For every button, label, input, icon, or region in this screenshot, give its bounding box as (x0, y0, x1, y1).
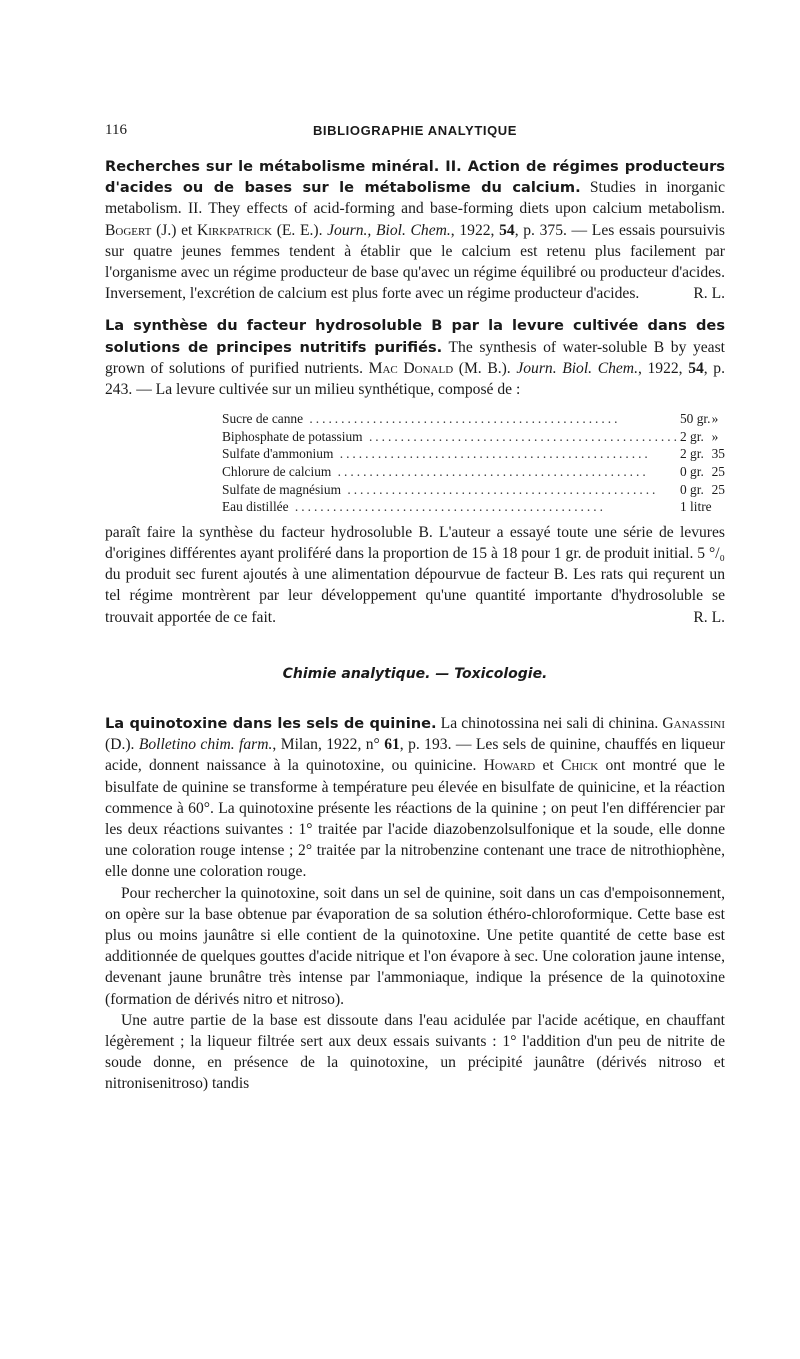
ingredient-name: Sucre de canne (222, 411, 304, 427)
table-row: Biphosphate de potassium ................................................. 2 gr. » (222, 428, 725, 446)
author-name: Howard (483, 757, 536, 775)
ingredient-suffix: 25 (711, 481, 725, 497)
ingredient-name: Eau distillée (222, 499, 289, 515)
journal-name: Bolletino chim. farm. (138, 736, 273, 754)
volume-number: 54 (499, 221, 515, 239)
article-body-continued: paraît faire la synthèse du facteur hydrosoluble B. L'auteur a essayé toute une série de levures d'origines différentes ayant proliféré dans la proportion de 15 à 18 pour 1 gr. de produit initial. 5 °/₀ du produit sec furent ajoutés à une alimentation dépourvue de facteur B. Les rats qui reçurent un tel régime montrèrent par leur développement qu'une quantité importante d'hydrosoluble se trouvait apportée de ce fait. R. L. (105, 522, 725, 628)
author-name: Mac Donald (368, 359, 454, 377)
ingredient-qty: 2 gr. (679, 446, 704, 462)
table-row: Eau distillée ................................................. 1 litre (222, 498, 725, 516)
article-title: La synthèse du facteur hydrosoluble B par la levure cultivée dans des solutions de principes nutritifs purifiés. (105, 317, 725, 356)
ingredient-suffix: » (711, 411, 719, 427)
paragraph: Pour rechercher la quinotoxine, soit dans un sel de quinine, soit dans un cas d'empoisonnement, on opère sur la base obtenue par évaporation de sa solution éthéro-chloroformique. Cette base est plus ou moins jaunâtre si elle contient de la quinotoxine. Une petite quantité de cette base est additionnée de quelques gouttes d'acide nitrique et l'on évapore à sec. Une coloration jaune intense, devenant jaune brunâtre très intense par l'ammoniaque, indique la présence de la quinotoxine (formation de dérivés nitro et nitroso). (105, 884, 725, 1008)
page-number: 116 (105, 122, 127, 138)
table-row: Sulfate d'ammonium ................................................. 2 gr. 35 (222, 446, 725, 462)
article-calcium-metabolism (105, 156, 725, 304)
author-name: Ganassini (662, 715, 726, 733)
ingredient-qty: 2 gr. (679, 428, 704, 444)
author-name: Kirkpatrick (196, 221, 273, 239)
volume-number: 54 (688, 359, 704, 377)
issue-number: 61 (384, 736, 400, 754)
signature: R. L. (693, 285, 725, 303)
author-name: Chick (560, 757, 599, 775)
article-body: Recherches sur le métabolisme minéral. II. Action de régimes producteurs d'acides ou de bases sur le métabolisme du calcium. Studies in inorganic metabolism. II. They effects of acid-forming and base-forming diets upon calcium metabolism. Bogert (J.) et Kirkpatrick (E. E.). Journ., Biol. Chem., 1922, 54, p. 375. — Les essais poursuivis sur quatre jeunes femmes tendent à établir que le calcium est retenu plus facilement par l'organisme avec un régime producteur de base qu'avec un régime équilibré ou producteur d'acides. Inversement, l'excrétion de calcium est plus forte avec un régime producteur d'acides. R. L. (105, 156, 725, 304)
ingredient-suffix: 25 (711, 464, 725, 480)
page (105, 120, 725, 1106)
article-title: Recherches sur le métabolisme minéral. II. Action de régimes producteurs d'acides ou de bases sur le métabolisme du calcium. (105, 158, 725, 197)
table-row: Chlorure de calcium ................................................. 0 gr. 25 (222, 464, 725, 480)
ingredient-suffix: » (711, 428, 719, 444)
article-body: La quinotoxine dans les sels de quinine. La chinotossina nei sali di chinina. Ganassini (D.). Bolletino chim. farm., Milan, 1922, n° 61, p. 193. — Les sels de quinine, chauffés en liqueur acide, donnent naissance à la quinotoxine, ou quinicine. Howard et Chick ont montré que le bisulfate de quinine se transforme à température peu élevée en bisulfate de quinicine, et la réaction commence à 60°. La quinotoxine présente les réactions de la quinine ; on peut l'en différencier par les deux réactions suivantes : 1° traitée par l'acide diazobenzolsulfonique et la soude, elle donne une coloration rouge intense ; 2° traitée par la nitrobenzine contenant une trace de nitrothiophène, elle donne une coloration rouge. (105, 715, 726, 881)
ingredient-name: Chlorure de calcium (222, 464, 332, 480)
ingredient-table (222, 410, 725, 516)
journal-name: Journ., Biol. Chem. (327, 221, 451, 239)
journal-name: Journ. Biol. Chem. (516, 359, 638, 377)
section-heading: Chimie analytique. — Toxicologie. (282, 665, 548, 682)
ingredient-name: Sulfate de magnésium (222, 481, 341, 497)
article-body: La synthèse du facteur hydrosoluble B par la levure cultivée dans des solutions de principes nutritifs purifiés. The synthesis of water-soluble B by yeast grown of solutions of purified nutrients. Mac Donald (M. B.). Journ. Biol. Chem., 1922, 54, p. 243. — La levure cultivée sur un milieu synthétique, composé de : (105, 317, 725, 399)
article-quinotoxine (105, 713, 725, 1095)
ingredient-qty: 50 gr. (679, 411, 711, 427)
article-title: La quinotoxine dans les sels de quinine. (105, 715, 437, 733)
ingredient-qty: 1 litre (679, 499, 712, 515)
ingredient-qty: 0 gr. (679, 481, 704, 497)
ingredient-name: Sulfate d'ammonium (222, 446, 334, 462)
ingredient-suffix: 35 (711, 446, 725, 462)
article-hydrosoluble-factor (105, 315, 725, 627)
table-row: Sulfate de magnésium ................................................. 0 gr. 25 (222, 481, 725, 497)
ingredient-name: Biphosphate de potassium (222, 428, 363, 444)
table-row: Sucre de canne ................................................. 50 gr. » (222, 410, 725, 428)
ingredient-suffix (712, 498, 725, 516)
ingredient-qty: 0 gr. (679, 464, 704, 480)
author-name: Bogert (105, 221, 152, 239)
running-title: BIBLIOGRAPHIE ANALYTIQUE (312, 123, 518, 138)
page-header (105, 120, 725, 142)
paragraph: Une autre partie de la base est dissoute dans l'eau acidulée par l'acide acétique, en chauffant légèrement ; la liqueur filtrée sert aux deux essais suivants : 1° l'addition d'un peu de nitrite de soude donne, en présence de la quinotoxine, un précipité jaunâtre (dérivés nitroso et nitronisenitroso) tandis (105, 1011, 725, 1093)
signature: R. L. (693, 608, 725, 626)
